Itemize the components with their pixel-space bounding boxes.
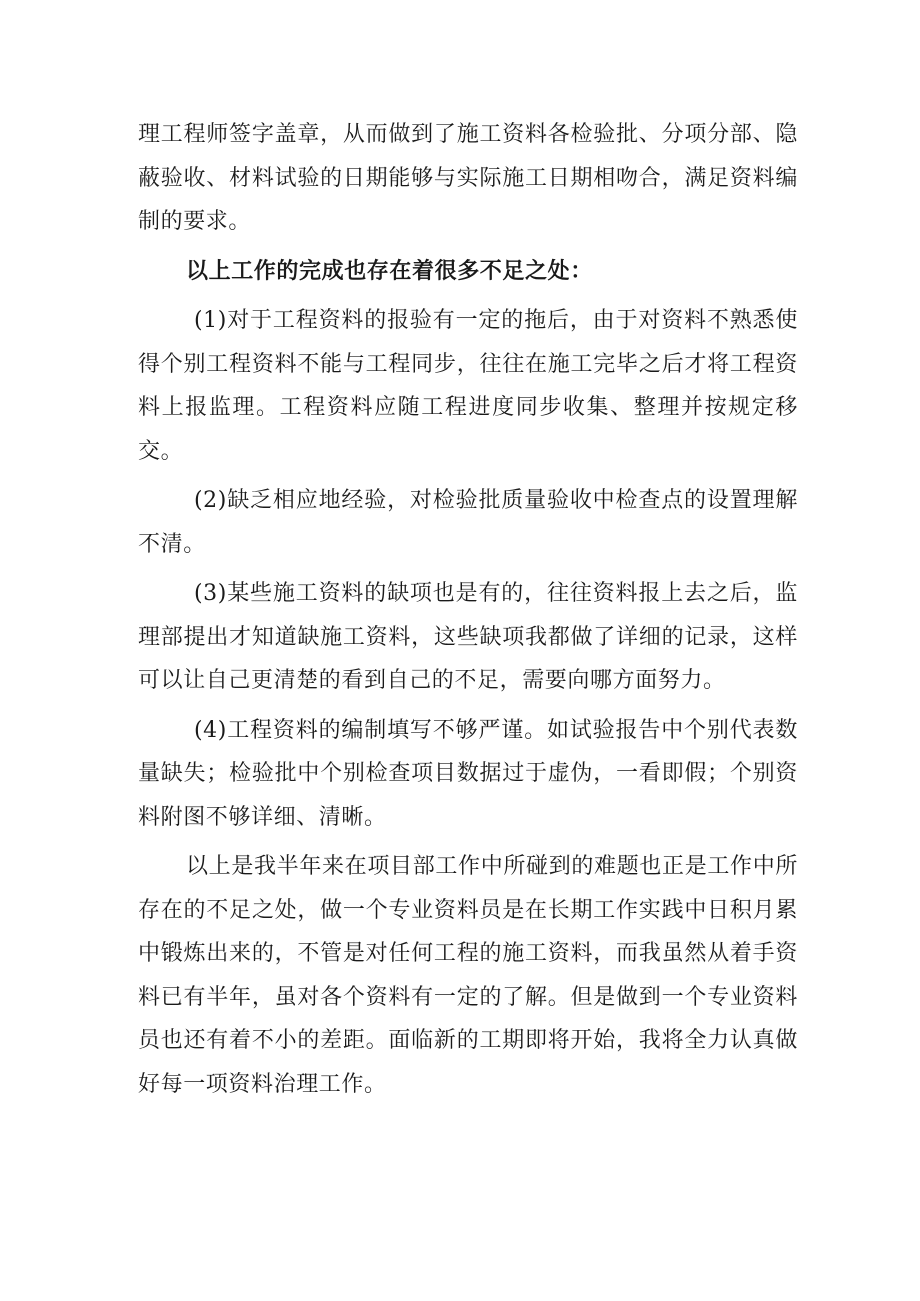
paragraph-item-4: (4)工程资料的编制填写不够严谨。如试验报告中个别代表数量缺失；检验批中个别检查项目数据过于虚伪，一看即假；个别资料附图不够详细、清晰。 [138,717,798,830]
document-body [138,113,798,1106]
paragraph-item-3: (3)某些施工资料的缺项也是有的，往往资料报上去之后，监理部提出才知道缺施工资料，这些缺项我都做了详细的记录，这样可以让自己更清楚的看到自己的不足，需要向哪方面努力。 [138,581,798,693]
paragraph-item-2: (2)缺乏相应地经验，对检验批质量验收中检查点的设置理解不清。 [138,488,798,557]
paragraph-item-1: (1)对于工程资料的报验有一定的拖后，由于对资料不熟悉使得个别工程资料不能与工程同步，往往在施工完毕之后才将工程资料上报监理。工程资料应随工程进度同步收集、整理并按规定移交。 [138,308,798,464]
paragraph-continuation: 理工程师签字盖章，从而做到了施工资料各检验批、分项分部、隐蔽验收、材料试验的日期能够与实际施工日期相吻合，满足资料编制的要求。 [138,122,798,234]
paragraph-conclusion: 以上是我半年来在项目部工作中所碰到的难题也正是工作中所存在的不足之处，做一个专业资料员是在长期工作实践中日积月累中锻炼出来的，不管是对任何工程的施工资料，而我虽然从着手资料已有半年，虽对各个资料有一定的了解。但是做到一个专业资料员也还有着不小的差距。面临新的工期即将开始，我将全力认真做好每一项资料治理工作。 [138,854,798,1097]
paragraph-shortcomings-heading: 以上工作的完成也存在着很多不足之处： [186,257,593,284]
